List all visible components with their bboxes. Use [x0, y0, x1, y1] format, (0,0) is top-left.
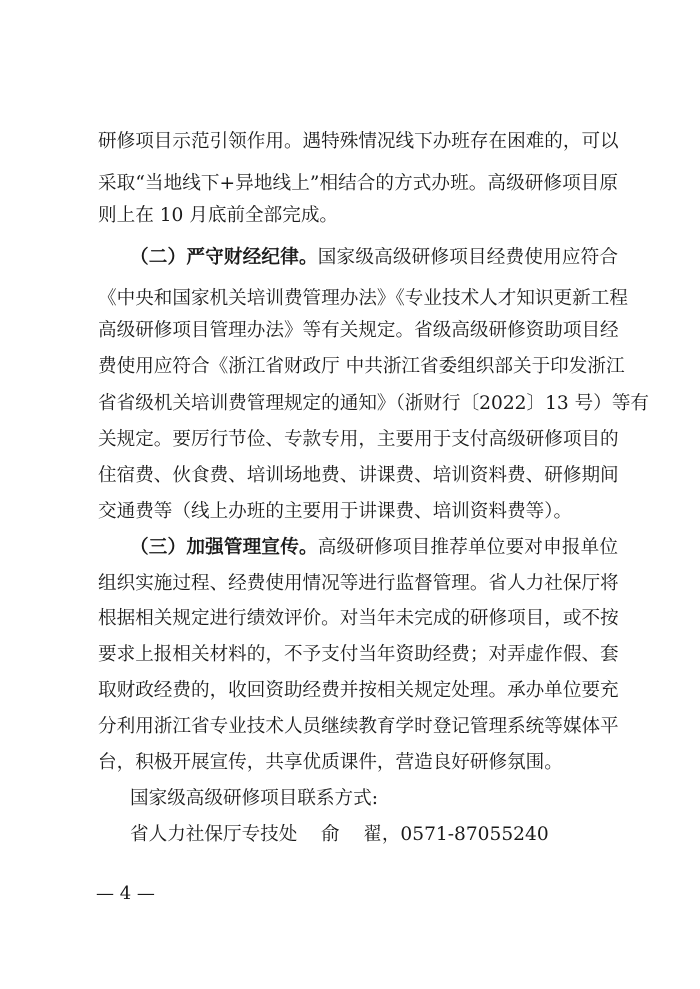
body-text-line: 采取“当地线下+异地线上”相结合的方式办班。高级研修项目原 [98, 173, 618, 194]
body-text-line: 取财政经费的，收回资助经费并按相关规定处理。承办单位要充 [98, 680, 619, 701]
body-text-line: 《中央和国家机关培训费管理办法》《专业技术人才知识更新工程 [98, 288, 628, 309]
section-3-first-line [130, 536, 618, 560]
section-3-heading: （三）加强管理宣传。 [130, 537, 318, 558]
body-text-line: 高级研修项目管理办法》等有关规定。省级高级研修资助项目经 [98, 320, 619, 341]
section-2-first-line [130, 246, 618, 270]
contact-line: 省人力社保厅专技处 俞 翟，0571-87055240 [130, 824, 549, 845]
body-text-line: 研修项目示范引领作用。遇特殊情况线下办班存在困难的，可以 [98, 131, 619, 152]
body-text-line: 则上在 10 月底前全部完成。 [98, 205, 339, 226]
body-text-line: 住宿费、伙食费、培训场地费、讲课费、培训资料费、研修期间 [98, 465, 619, 486]
body-text-line: 省省级机关培训费管理规定的通知》（浙财行〔2022〕13 号）等有 [98, 393, 650, 414]
section-3-first-line-text: 高级研修项目推荐单位要对申报单位 [317, 537, 618, 558]
page-number: — 4 — [96, 883, 155, 904]
body-text-line: 费使用应符合《浙江省财政厅 中共浙江省委组织部关于印发浙江 [98, 356, 625, 377]
section-2-first-line-text: 国家级高级研修项目经费使用应符合 [317, 247, 618, 268]
body-text-line: 根据相关规定进行绩效评价。对当年未完成的研修项目，或不按 [98, 608, 619, 629]
section-2-heading: （二）严守财经纪律。 [130, 247, 318, 268]
body-text-line: 要求上报相关材料的，不予支付当年资助经费；对弄虚作假、套 [98, 644, 619, 665]
body-text-line: 关规定。要厉行节俭、专款专用，主要用于支付高级研修项目的 [98, 429, 619, 450]
contact-title: 国家级高级研修项目联系方式: [130, 788, 378, 809]
body-text-line: 交通费等（线上办班的主要用于讲课费、培训资料费等）。 [98, 501, 573, 522]
body-text-line: 组织实施过程、经费使用情况等进行监督管理。省人力社保厅将 [98, 573, 619, 594]
body-text-line: 分利用浙江省专业技术人员继续教育学时登记管理系统等媒体平 [98, 716, 619, 737]
body-text-line: 台，积极开展宣传，共享优质课件，营造良好研修氛围。 [98, 752, 563, 773]
